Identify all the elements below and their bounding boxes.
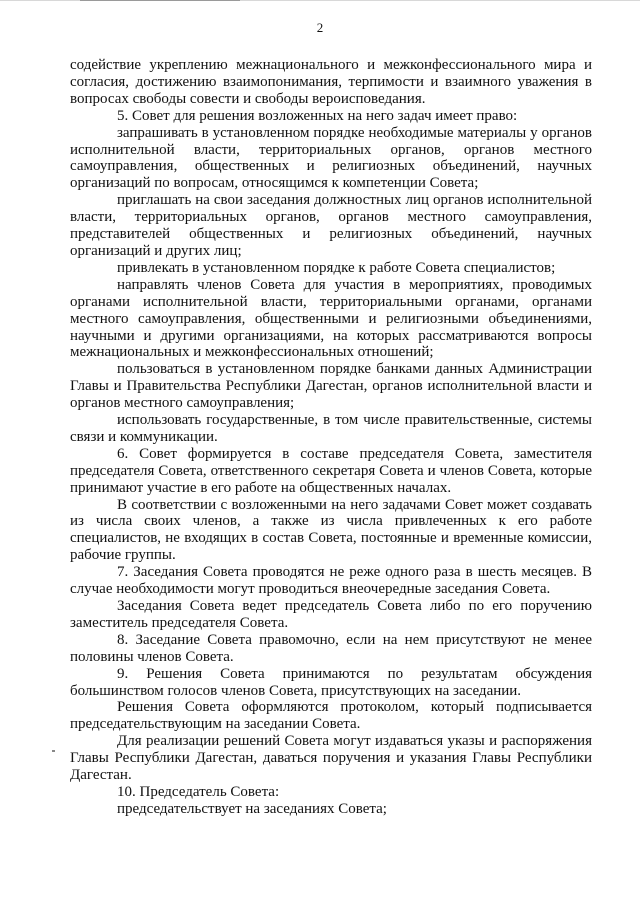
paragraph: 10. Председатель Совета: <box>117 783 280 800</box>
paragraph: Решения Совета оформляются протоколом, который подписывается председательствующим на заседании Совета. <box>70 699 592 733</box>
paragraph: Заседания Совета ведет председатель Совета либо по его поручению заместитель председателя Совета. <box>70 598 592 631</box>
paragraph: приглашать на свои заседания должностных лиц органов исполнительной власти, территориальных органов, органов местного самоуправления, представителей общественных и религиозных объединений, научных организаций и других лиц; <box>70 192 592 259</box>
paragraph: Для реализации решений Совета могут издаваться указы и распоряжения Главы Республики Дагестан, даваться поручения и указания Главы Республики Дагестан. <box>70 733 592 784</box>
paragraph: В соответствии с возложенными на него задачами Совет может создавать из числа своих членов, а также из числа привлеченных к его работе специалистов, не входящих в состав Совета, постоянные и временные комиссии, рабочие группы. <box>70 496 592 564</box>
page-number: 2 <box>316 20 324 35</box>
paragraph: использовать государственные, в том числе правительственные, системы связи и коммуникации. <box>70 412 592 445</box>
paragraph: 5. Совет для решения возложенных на него задач имеет право: <box>117 107 518 124</box>
scan-speck <box>52 750 55 752</box>
paragraph: 6. Совет формируется в составе председателя Совета, заместителя председателя Совета, ответственного секретаря Совета и членов Совета, которые принимают участие в его работе на общественных началах. <box>70 445 592 496</box>
paragraph: содействие укреплению межнационального и межконфессионального мира и согласия, достижению взаимопонимания, терпимости и взаимного уважения в вопросах свободы совести и свободы вероисповедания. <box>70 57 592 107</box>
paragraph: 8. Заседание Совета правомочно, если на нем присутствуют не менее половины членов Совета. <box>70 631 592 665</box>
paragraph: 9. Решения Совета принимаются по результатам обсуждения большинством голосов членов Совета, присутствующих на заседании. <box>70 665 592 699</box>
paragraph: председательствует на заседаниях Совета; <box>117 800 387 817</box>
scan-edge-mark <box>80 0 240 1</box>
paragraph: пользоваться в установленном порядке банками данных Администрации Главы и Правительства Республики Дагестан, органов исполнительной власти и органов местного самоуправления; <box>70 361 592 412</box>
document-body <box>70 57 592 818</box>
paragraph: направлять членов Совета для участия в мероприятиях, проводимых органами исполнительной власти, территориальными органами, органами местного самоуправления, общественными и религиозными объединениями, научными и другими организациями, на которых рассматриваются вопросы межнациональных и межконфессиональных отношений; <box>70 276 592 361</box>
paragraph: 7. Заседания Совета проводятся не реже одного раза в шесть месяцев. В случае необходимости могут проводиться внеочередные заседания Совета. <box>70 564 592 598</box>
paragraph: запрашивать в установленном порядке необходимые материалы у органов исполнительной власти, территориальных органов, органов местного самоуправления, общественных и религиозных объединений, научных организаций по вопросам, относящимся к компетенции Совета; <box>70 124 592 192</box>
paragraph: привлекать в установленном порядке к работе Совета специалистов; <box>117 259 556 276</box>
